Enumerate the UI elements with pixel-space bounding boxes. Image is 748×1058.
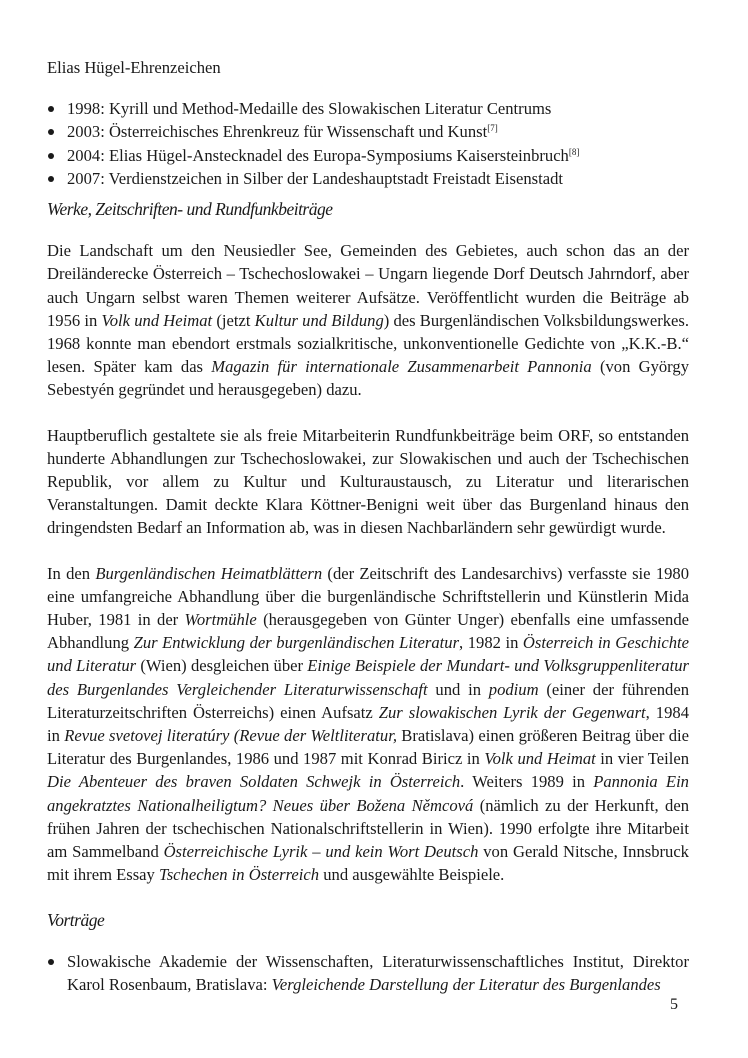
text-run: (einer der führenden Literaturzeitschriften Österreichs) einen Aufsatz — [47, 679, 689, 722]
italic-title: Burgenländischen Heimatblättern — [95, 563, 323, 583]
works-paragraph-3 — [47, 562, 689, 887]
italic-title: Tschechen in Österreich — [159, 865, 320, 885]
italic-title: Einige Beispiele der Mundart- und Volksgruppenliteratur des Burgenlandes Vergleichender Literaturwissenschaft — [47, 656, 689, 699]
footnote-ref[interactable]: [8] — [568, 146, 580, 157]
awards-list — [47, 97, 689, 190]
list-item: 2003: Österreichisches Ehrenkreuz für Wissenschaft und Kunst[7] — [67, 122, 498, 142]
works-paragraph-1: Die Landschaft um den Neusiedler See, Gemeinden des Gebietes, auch schon das an der Dreiländerecke Österreich – Tschechoslowakei – Ungarn liegende Dorf Deutsch Jahrndorf, aber auch Ungarn selbst waren Themen weiterer Aufsätze. Veröffentlicht wurden die Beiträge ab 1956 in Volk und Heimat (jetzt Kultur und Bildung) des Burgenländischen Volksbildungswerkes. 1968 konnte man ebendort erstmals sozialkritische, unkonventionelle Gedichte von „K.K.-B.“ lesen. Später kam das Magazin für internationale Zusammenarbeit Pannonia (von György Sebestyén gegründet und herausgegeben) dazu. — [47, 241, 689, 400]
list-item: Slowakische Akademie der Wissenschaften, Literaturwissenschaftliches Institut, Direktor Karol Rosenbaum, Bratislava: Vergleichende Darstellung der Literatur des Burgenlandes — [67, 951, 689, 994]
section-heading-lectures: Vorträge — [47, 909, 105, 930]
italic-title: Die Abenteuer des braven Soldaten Schwejk in Österreich — [47, 772, 461, 792]
italic-title: Österreichische Lyrik – und kein Wort Deutsch — [163, 842, 479, 862]
text-run: (der Zeitschrift des Landesarchivs) verfasste sie 1980 eine umfangreiche Abhandlung über die burgenländische Schriftstellerin und Künstlerin Mida Huber, 1981 in der — [47, 563, 690, 630]
text-run: und ausgewählte Beispiele. — [319, 865, 505, 885]
page-number: 5 — [670, 996, 678, 1013]
text-run: von Gerald Nitsche, Innsbruck mit ihrem Essay — [47, 842, 689, 885]
text-run: (Wien) desgleichen über — [136, 656, 308, 676]
document-page — [47, 56, 689, 996]
text-run: . Weiters 1989 in — [460, 772, 594, 792]
text-run: und in — [427, 679, 489, 699]
list-item: 2007: Verdienstzeichen in Silber der Landeshauptstadt Freistadt Eisenstadt — [67, 168, 564, 188]
works-paragraph-2: Hauptberuflich gestaltete sie als freie Mitarbeiterin Rundfunkbeiträge beim ORF, so entstanden hunderte Abhandlungen zur Tschechoslowakei, zur Slowakischen und auch der Tschechischen Republik, vor allem zu Kultur und Kulturaustausch, zu Literatur und literarischen Veranstaltungen. Damit deckte Klara Köttner-Benigni weit über das Burgenland hinaus den dringendsten Bedarf an Information ab, was in diesen Nachbarländern sehr gewürdigt wurde. — [47, 425, 689, 538]
text-run: , 1982 in — [459, 633, 523, 653]
italic-title: Zur slowakischen Lyrik der Gegenwart — [378, 702, 646, 722]
awards-intro: Elias Hügel-Ehrenzeichen — [47, 58, 221, 77]
text-run: (nämlich zu der Herkunft, den frühen Jahren der tschechischen Nationalschriftstellerin in Wien). 1990 erfolgte ihre Mitarbeit am Sammelband — [47, 795, 689, 862]
list-item: 1998: Kyrill und Method-Medaille des Slowakischen Literatur Centrums — [67, 99, 552, 119]
lectures-list — [47, 950, 689, 996]
text-run: In den — [47, 563, 96, 583]
footnote-ref[interactable]: [7] — [487, 123, 498, 134]
text-run: in vier Teilen — [595, 749, 690, 769]
italic-title: Revue svetovej literatúry (Revue der Weltliteratur, — [64, 726, 397, 746]
text-run: (herausgegeben von Günter Unger) ebenfalls eine umfassende Abhandlung — [47, 610, 689, 653]
italic-title: Wortmühle — [184, 610, 257, 630]
section-heading-works: Werke, Zeitschriften- und Rundfunkbeiträge — [47, 199, 333, 220]
italic-title: Pannonia Ein angekratztes Nationalheiligtum? Neues über Božena Němcová — [47, 772, 689, 815]
italic-title: Österreich in Geschichte und Literatur — [47, 633, 689, 676]
italic-title: Zur Entwicklung der burgenländischen Literatur — [133, 633, 460, 653]
text-run: Bratislava) einen größeren Beitrag über die Literatur des Burgenlandes, 1986 und 1987 mit Konrad Biricz in — [47, 726, 689, 769]
italic-title: podium — [488, 679, 539, 699]
list-item: 2004: Elias Hügel-Anstecknadel des Europa-Symposiums Kaisersteinbruch[8] — [67, 145, 580, 165]
italic-title: Volk und Heimat — [484, 749, 596, 769]
text-run: , 1984 in — [47, 702, 689, 746]
